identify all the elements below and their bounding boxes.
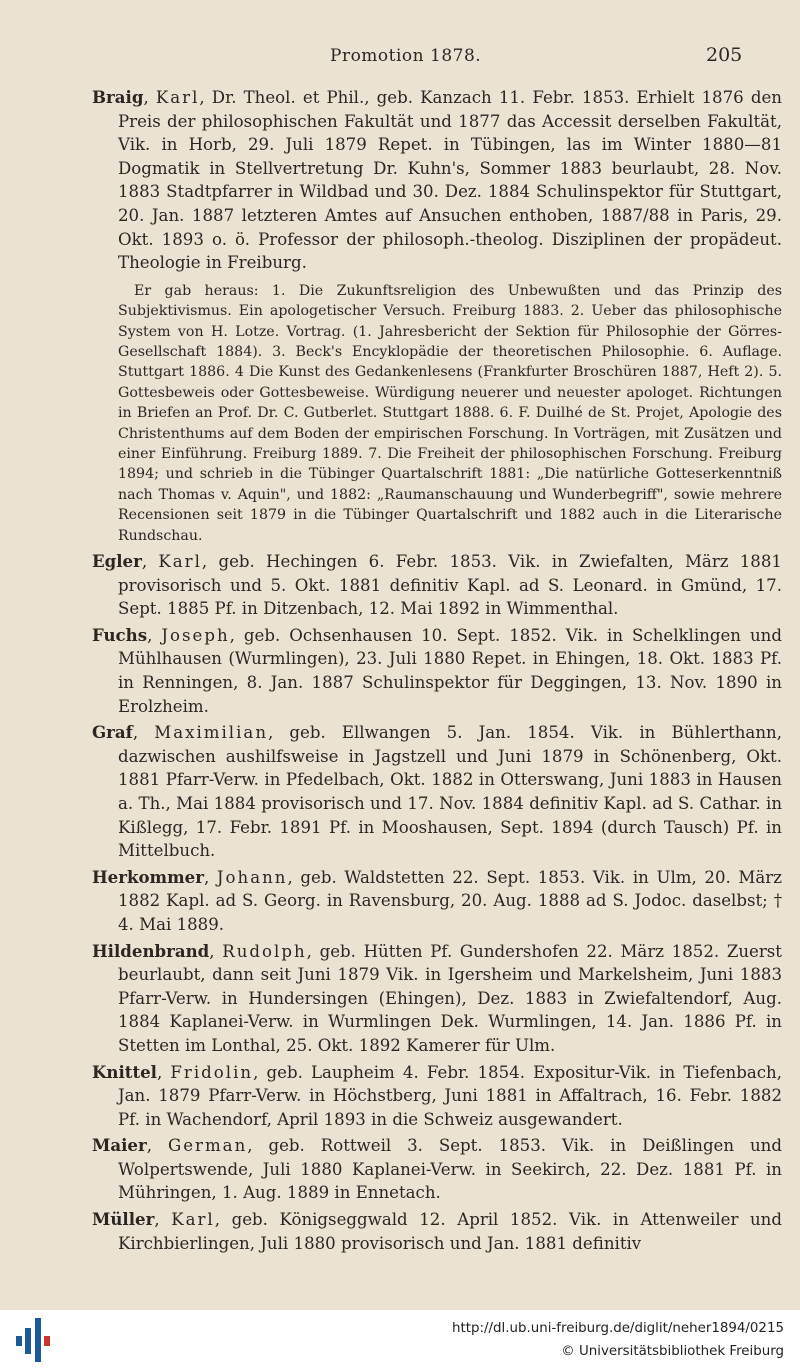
entry-text: , geb. Ellwangen 5. Jan. 1854. Vik. in Bühlerthann, dazwischen aushilfsweise in Jagstzell und Juni 1879 in Schönenberg, Okt. 1881 Pfarr-Verw. in Pfedelbach, Okt. 1882 in Otterswang, Juni 1883 in Hausen a. Th., Mai 1884 provisorisch und 17. Nov. 1884 definitiv Kapl. ad S. Cathar. in Kißlegg, 17. Febr. 1891 Pf. in Mooshausen, Sept. 1894 (durch Tausch) Pf. in Mittelbuch. bbox=[118, 723, 782, 861]
entry-surname: Fuchs bbox=[92, 624, 148, 645]
entry-mueller: Müller, Karl, geb. Königseggwald 12. April 1852. Vik. in Attenweiler und Kirchbierlingen, Juli 1880 provisorisch und Jan. 1881 definitiv bbox=[92, 1209, 782, 1253]
entry-surname: Egler bbox=[92, 551, 142, 572]
entry-maier: Maier, German, geb. Rottweil 3. Sept. 1853. Vik. in Deißlingen und Wolpertswende, Juli 1880 Kaplanei-Verw. in Seekirch, 22. Dez. 1881 Pf. in Mühringen, 1. Aug. 1889 in Ennetach. bbox=[92, 1135, 782, 1203]
entry-surname: Maier bbox=[92, 1135, 147, 1156]
entry-surname: Knittel bbox=[92, 1061, 157, 1082]
entry-text: , geb. Laupheim 4. Febr. 1854. Expositur-Vik. in Tiefenbach, Jan. 1879 Pfarr-Verw. in Höchstberg, Juni 1881 in Affaltrach, 16. Febr. 1882 Pf. in Wachendorf, April 1893 in die Schweiz ausgewandert. bbox=[118, 1062, 782, 1129]
entry-given-name: German bbox=[167, 1136, 248, 1156]
entry-text: , geb. Rottweil 3. Sept. 1853. Vik. in Deißlingen und Wolpertswende, Juli 1880 Kaplanei-Verw. in Seekirch, 22. Dez. 1881 Pf. in Mühringen, 1. Aug. 1889 in Ennetach. bbox=[118, 1136, 782, 1203]
entry-knittel: Knittel, Fridolin, geb. Laupheim 4. Febr. 1854. Expositur-Vik. in Tiefenbach, Jan. 1879 Pfarr-Verw. in Höchstberg, Juni 1881 in Affaltrach, 16. Febr. 1882 Pf. in Wachendorf, April 1893 in die Schweiz ausgewandert. bbox=[92, 1061, 782, 1129]
body-text bbox=[92, 86, 782, 1258]
entry-fuchs: Fuchs, Joseph, geb. Ochsenhausen 10. Sept. 1852. Vik. in Schelklingen und Mühlhausen (Wurmlingen), 23. Juli 1880 Repet. in Ehingen, 18. Okt. 1883 Pf. in Renningen, 8. Jan. 1887 Schulinspektor für Deggingen, 13. Nov. 1890 in Erolzheim. bbox=[92, 624, 782, 716]
entry-text: , geb. Hechingen 6. Febr. 1853. Vik. in Zwiefalten, März 1881 provisorisch und 5. Okt. 1881 definitiv Kapl. ad S. Leonard. in Gmünd, 17. Sept. 1885 Pf. in Ditzenbach, 12. Mai 1892 in Wimmenthal. bbox=[118, 552, 782, 619]
entry-given-name: Maximilian bbox=[154, 723, 269, 743]
entry-egler: Egler, Karl, geb. Hechingen 6. Febr. 1853. Vik. in Zwiefalten, März 1881 provisorisch und 5. Okt. 1881 definitiv Kapl. ad S. Leonard. in Gmünd, 17. Sept. 1885 Pf. in Ditzenbach, 12. Mai 1892 in Wimmenthal. bbox=[92, 551, 782, 619]
digitization-footer bbox=[0, 1310, 800, 1369]
entry-hildenbrand: Hildenbrand, Rudolph, geb. Hütten Pf. Gundershofen 22. März 1852. Zuerst beurlaubt, dann seit Juni 1879 Vik. in Igersheim und Markelsheim, Juni 1883 Pfarr-Verw. in Hundersingen (Ehingen), Dez. 1883 in Zwiefaltendorf, Aug. 1884 Kaplanei-Verw. in Wurmlingen Dek. Wurmlingen, 14. Jan. 1886 Pf. in Stetten im Lonthal, 25. Okt. 1892 Kamerer für Ulm. bbox=[92, 940, 782, 1055]
entry-text: , Dr. Theol. et Phil., geb. Kanzach 11. Febr. 1853. Erhielt 1876 den Preis der philosophischen Fakultät und 1877 das Accessit derselben Fakultät, Vik. in Horb, 29. Juli 1879 Repet. in Tübingen, las im Winter 1880—81 Dogmatik in Stellvertretung Dr. Kuhn's, Sommer 1883 beurlaubt, 28. Nov. 1883 Stadtpfarrer in Wildbad und 30. Dez. 1884 Schulinspektor für Stuttgart, 20. Jan. 1887 letzteren Amtes auf Ansuchen enthoben, 1887/88 in Paris, 29. Okt. 1893 o. ö. Professor der philosoph.-theolog. Disziplinen der propädeut. Theologie in Freiburg. bbox=[118, 88, 782, 273]
entry-publications: Er gab heraus: 1. Die Zukunftsreligion des Unbewußten und das Prinzip des Subjektivismus. Ein apologetischer Versuch. Freiburg 1883. 2. Ueber das philosophische System von H. Lotze. Vortrag. (1. Jahresbericht der Sektion für Philosophie der Görres-Gesellschaft 1884). 3. Beck's Encyklopädie der theoretischen Philosophie. 6. Auflage. Stuttgart 1886. 4 Die Kunst des Gedankenlesens (Frankfurter Broschüren 1887, Heft 2). 5. Gottesbeweis oder Gottesbeweise. Würdigung neuerer und neuester apologet. Richtungen in Briefen an Prof. Dr. C. Gutberlet. Stuttgart 1888. 6. F. Duilhé de St. Projet, Apologie des Christenthums auf dem Boden der empirischen Forschung. In Vorträgen, mit Zusätzen und einer Einführung. Freiburg 1889. 7. Die Freiheit der philosophischen Forschung. Freiburg 1894; und schrieb in die Tübinger Quartalschrift 1881: „Die natürliche Gotteserkenntniß nach Thomas v. Aquin", und 1882: „Raumanschauung und Wunderbegriff", sowie mehrere Recensionen seit 1879 in die Tübinger Quartalschrift und 1882 auch in die Literarische Rundschau. bbox=[118, 282, 782, 544]
entry-surname: Braig bbox=[92, 87, 144, 107]
entry-surname: Graf bbox=[92, 722, 133, 743]
permalink-url[interactable]: http://dl.ub.uni-freiburg.de/diglit/neher1894/0215 bbox=[452, 1321, 784, 1336]
entry-braig: Braig, Karl, Dr. Theol. et Phil., geb. Kanzach 11. Febr. 1853. Erhielt 1876 den Preis der philosophischen Fakultät und 1877 das Accessit derselben Fakultät, Vik. in Horb, 29. Juli 1879 Repet. in Tübingen, las im Winter 1880—81 Dogmatik in Stellvertretung Dr. Kuhn's, Sommer 1883 beurlaubt, 28. Nov. 1883 Stadtpfarrer in Wildbad und 30. Dez. 1884 Schulinspektor für Stuttgart, 20. Jan. 1887 letzteren Amtes auf Ansuchen enthoben, 1887/88 in Paris, 29. Okt. 1893 o. ö. Professor der philosoph.-theolog. Disziplinen der propädeut. Theologie in Freiburg. bbox=[92, 87, 782, 273]
entry-graf: Graf, Maximilian, geb. Ellwangen 5. Jan. 1854. Vik. in Bühlerthann, dazwischen aushilfsweise in Jagstzell und Juni 1879 in Schönenberg, Okt. 1881 Pfarr-Verw. in Pfedelbach, Okt. 1882 in Otterswang, Juni 1883 in Hausen a. Th., Mai 1884 provisorisch und 17. Nov. 1884 definitiv Kapl. ad S. Cathar. in Kißlegg, 17. Febr. 1891 Pf. in Mooshausen, Sept. 1894 (durch Tausch) Pf. in Mittelbuch. bbox=[92, 722, 782, 861]
entry-given-name: Karl bbox=[155, 88, 200, 107]
entry-text: , geb. Hütten Pf. Gundershofen 22. März 1852. Zuerst beurlaubt, dann seit Juni 1879 Vik. in Igersheim und Markelsheim, Juni 1883 Pfarr-Verw. in Hundersingen (Ehingen), Dez. 1883 in Zwiefaltendorf, Aug. 1884 Kaplanei-Verw. in Wurmlingen Dek. Wurmlingen, 14. Jan. 1886 Pf. in Stetten im Lonthal, 25. Okt. 1892 Kamerer für Ulm. bbox=[118, 941, 782, 1055]
entry-given-name: Fridolin bbox=[170, 1062, 254, 1082]
entry-herkommer: Herkommer, Johann, geb. Waldstetten 22. Sept. 1853. Vik. in Ulm, 20. März 1882 Kapl. ad S. Georg. in Ravensburg, 20. Aug. 1888 ad S. Jodoc. daselbst; † 4. Mai 1889. bbox=[92, 866, 782, 934]
running-head: Promotion 1878. bbox=[330, 46, 482, 66]
entry-text: , geb. Ochsenhausen 10. Sept. 1852. Vik. in Schelklingen und Mühlhausen (Wurmlingen), 23. Juli 1880 Repet. in Ehingen, 18. Okt. 1883 Pf. in Renningen, 8. Jan. 1887 Schulinspektor für Deggingen, 13. Nov. 1890 in Erolzheim. bbox=[118, 625, 782, 716]
entry-surname: Hildenbrand bbox=[92, 940, 210, 961]
entry-given-name: Karl bbox=[158, 552, 202, 572]
copyright-notice: © Universitätsbibliothek Freiburg bbox=[561, 1344, 784, 1359]
entry-text: , geb. Waldstetten 22. Sept. 1853. Vik. in Ulm, 20. März 1882 Kapl. ad S. Georg. in Ravensburg, 20. Aug. 1888 ad S. Jodoc. daselbst; † 4. Mai 1889. bbox=[118, 867, 782, 934]
entry-surname: Herkommer bbox=[92, 866, 204, 887]
entry-given-name: Johann bbox=[216, 867, 288, 887]
library-logo bbox=[16, 1318, 50, 1362]
entry-given-name: Rudolph bbox=[222, 941, 307, 961]
entry-given-name: Karl bbox=[171, 1210, 215, 1230]
page-number: 205 bbox=[706, 44, 743, 66]
entry-surname: Müller bbox=[92, 1209, 155, 1230]
entry-text: , geb. Königseggwald 12. April 1852. Vik. in Attenweiler und Kirchbierlingen, Juli 1880 provisorisch und Jan. 1881 definitiv bbox=[118, 1210, 782, 1253]
entry-given-name: Joseph bbox=[161, 625, 230, 645]
